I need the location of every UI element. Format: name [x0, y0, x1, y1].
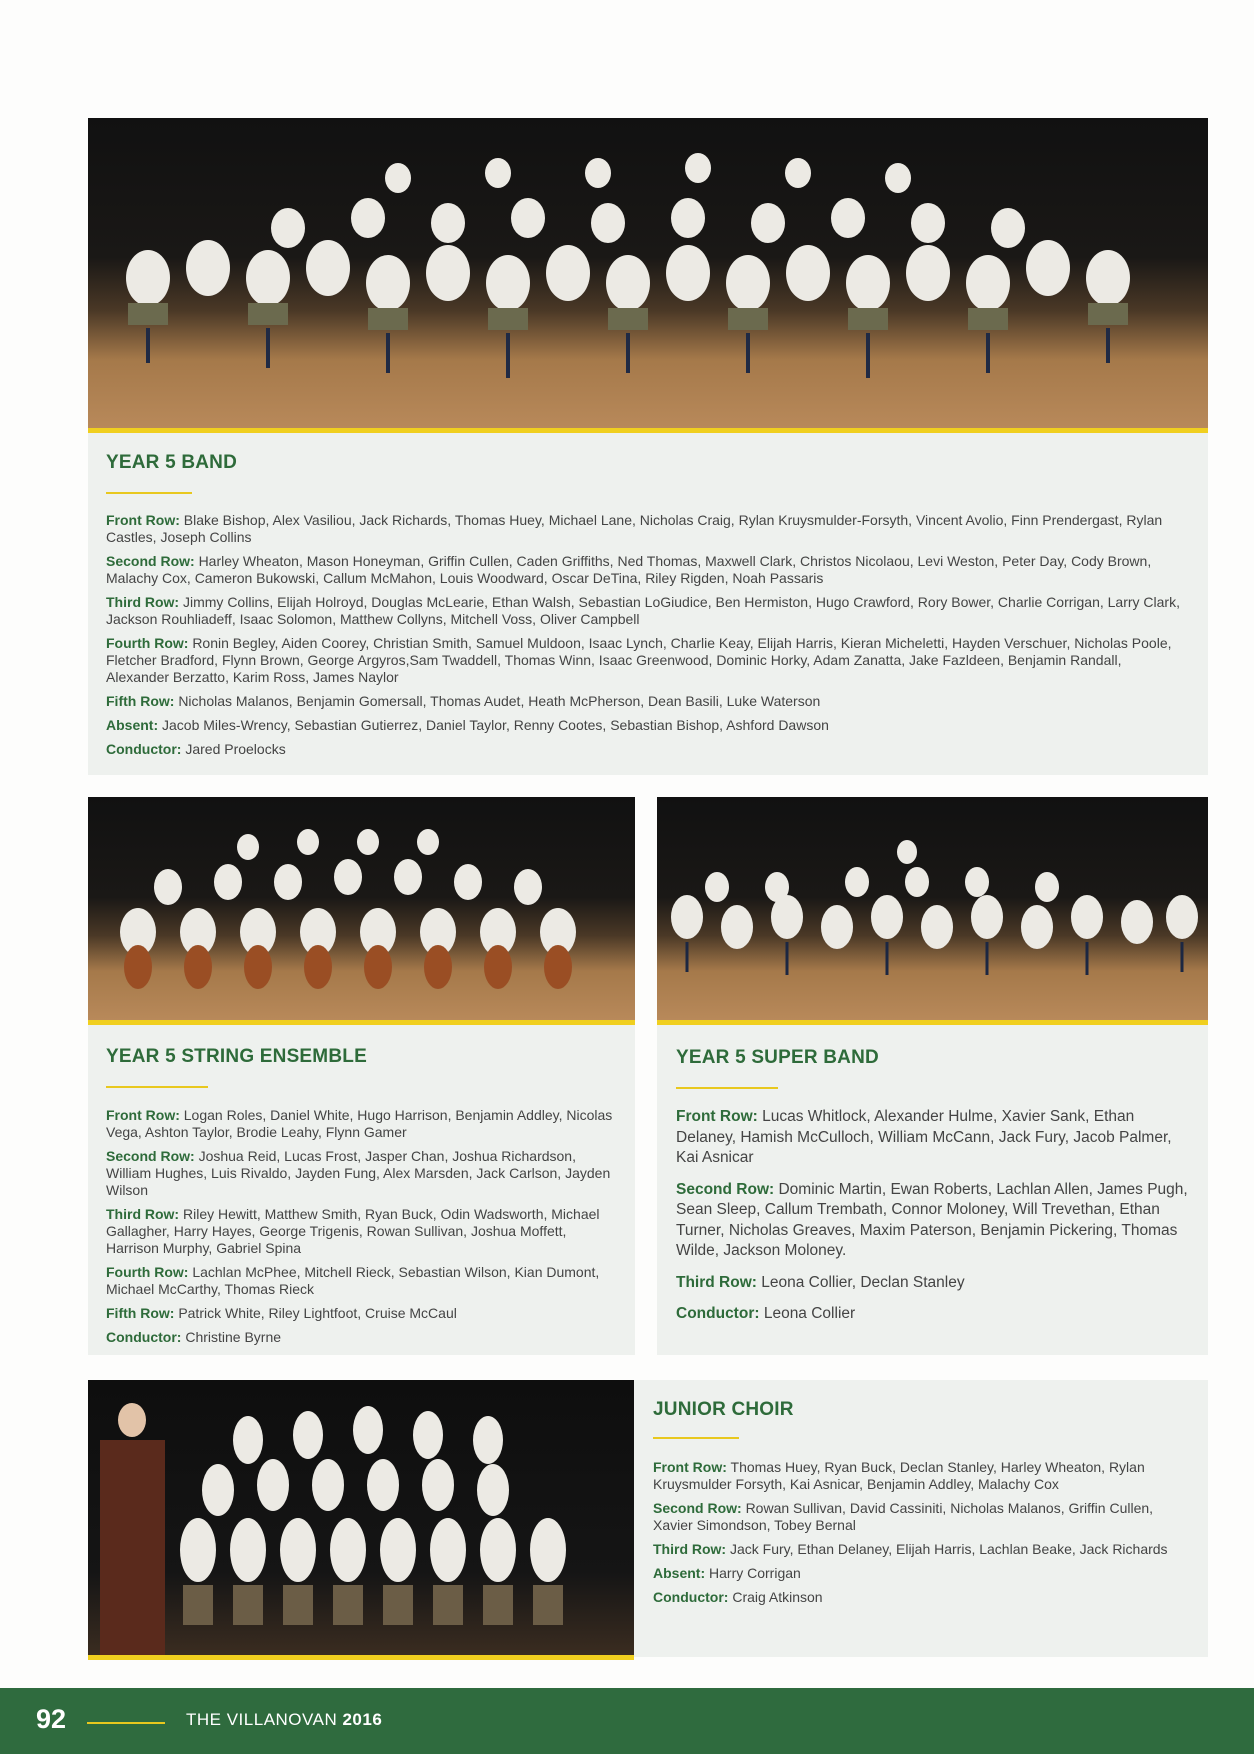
band-title-underline [106, 492, 192, 494]
band-roster [106, 512, 1186, 765]
choir-third-row: Third Row: Jack Fury, Ethan Delaney, Elijah Harris, Lachlan Beake, Jack Richards [653, 1541, 1168, 1557]
publication-year: 2016 [342, 1710, 383, 1729]
superband-second-row: Second Row: Dominic Martin, Ewan Roberts, Lachlan Allen, James Pugh, Sean Sleep, Callum Trembath, Connor Moloney, Will Trevethan, Ethan Turner, Nicholas Greaves, Maxim Paterson, Benjamin Pickering, Thomas Wilde, Jackson Moloney. [676, 1180, 1188, 1259]
strings-third-row: Third Row: Riley Hewitt, Matthew Smith, Ryan Buck, Odin Wadsworth, Michael Gallagher, Harry Hayes, George Trigenis, Rowan Sullivan, Joshua Moffett, Harrison Murphy, Gabriel Spina [106, 1206, 600, 1256]
choir-absent: Absent: Harry Corrigan [653, 1565, 801, 1581]
choir-photo [88, 1380, 634, 1660]
band-third-row: Third Row: Jimmy Collins, Elijah Holroyd, Douglas McLearie, Ethan Walsh, Sebastian LoGiudice, Ben Hermiston, Hugo Crawford, Rory Bower, Charlie Corrigan, Larry Clark, Jackson Rouhliadeff, Isaac Solomon, Matthew Collyns, Mitchell Voss, Oliver Campbell [106, 594, 1180, 627]
strings-roster [106, 1107, 616, 1353]
page-footer [0, 1688, 1254, 1754]
superband-photo-figures [657, 797, 1208, 1020]
band-title: YEAR 5 BAND [106, 452, 237, 473]
footer-divider [87, 1722, 165, 1724]
choir-photo-figures [88, 1380, 634, 1655]
choir-roster [653, 1459, 1193, 1613]
choir-second-row: Second Row: Rowan Sullivan, David Cassiniti, Nicholas Malanos, Griffin Cullen, Xavier Simondson, Tobey Bernal [653, 1500, 1154, 1533]
strings-fourth-row: Fourth Row: Lachlan McPhee, Mitchell Rieck, Sebastian Wilson, Kian Dumont, Michael McCarthy, Thomas Rieck [106, 1264, 600, 1297]
superband-photo [657, 797, 1208, 1025]
strings-photo-figures [88, 797, 635, 1020]
choir-front-row: Front Row: Thomas Huey, Ryan Buck, Declan Stanley, Harley Wheaton, Rylan Kruysmulder Forsyth, Kai Asnicar, Benjamin Addley, Malachy Cox [653, 1459, 1145, 1492]
band-absent: Absent: Jacob Miles-Wrency, Sebastian Gutierrez, Daniel Taylor, Renny Cootes, Sebastian Bishop, Ashford Dawson [106, 717, 829, 733]
band-conductor: Conductor: Jared Proelocks [106, 741, 286, 757]
choir-title-underline [653, 1437, 739, 1439]
strings-front-row: Front Row: Logan Roles, Daniel White, Hugo Harrison, Benjamin Addley, Nicolas Vega, Ashton Taylor, Brodie Leahy, Flynn Gamer [106, 1107, 613, 1140]
superband-front-row: Front Row: Lucas Whitlock, Alexander Hulme, Xavier Sank, Ethan Delaney, Hamish McCulloch, William McCann, Jack Fury, Jacob Palmer, Kai Asnicar [676, 1108, 1172, 1166]
band-fifth-row: Fifth Row: Nicholas Malanos, Benjamin Gomersall, Thomas Audet, Heath McPherson, Dean Basili, Luke Waterson [106, 693, 821, 709]
band-fourth-row: Fourth Row: Ronin Begley, Aiden Coorey, Christian Smith, Samuel Muldoon, Isaac Lynch, Charlie Keay, Elijah Harris, Kieran Micheletti, Hayden Verschuer, Nicholas Poole, Fletcher Bradford, Flynn Brown, George Argyros,Sam Twaddell, Thomas Winn, Isaac Greenwood, Dominic Horky, Adam Zanatta, Jake Fazldeen, Benjamin Randall, Alexander Berzatto, Karim Ross, James Naylor [106, 635, 1172, 685]
strings-photo [88, 797, 635, 1025]
strings-conductor: Conductor: Christine Byrne [106, 1329, 282, 1345]
band-photo-figures [88, 118, 1208, 428]
band-second-row: Second Row: Harley Wheaton, Mason Honeyman, Griffin Cullen, Caden Griffiths, Ned Thomas, Maxwell Clark, Christos Nicolaou, Levi Weston, Peter Day, Cody Brown, Malachy Cox, Cameron Bukowski, Callum McMahon, Louis Woodward, Oscar DeTina, Riley Rigden, Noah Passaris [106, 553, 1152, 586]
publication-title: THE VILLANOVAN 2016 [186, 1710, 383, 1729]
strings-title: YEAR 5 STRING ENSEMBLE [106, 1046, 367, 1067]
choir-title: JUNIOR CHOIR [653, 1399, 794, 1420]
superband-third-row: Third Row: Leona Collier, Declan Stanley [676, 1273, 965, 1291]
page-number: 92 [36, 1704, 67, 1734]
strings-fifth-row: Fifth Row: Patrick White, Riley Lightfoot, Cruise McCaul [106, 1305, 457, 1321]
superband-title: YEAR 5 SUPER BAND [676, 1047, 879, 1068]
superband-conductor: Conductor: Leona Collier [676, 1305, 856, 1322]
choir-conductor: Conductor: Craig Atkinson [653, 1589, 823, 1605]
strings-second-row: Second Row: Joshua Reid, Lucas Frost, Jasper Chan, Joshua Richardson, William Hughes, Luis Rivaldo, Jayden Fung, Alex Marsden, Jack Carlson, Jayden Wilson [106, 1148, 611, 1198]
superband-title-underline [676, 1087, 778, 1089]
band-photo [88, 118, 1208, 433]
strings-title-underline [106, 1086, 208, 1088]
band-front-row: Front Row: Blake Bishop, Alex Vasiliou, Jack Richards, Thomas Huey, Michael Lane, Nicholas Craig, Rylan Kruysmulder-Forsyth, Vincent Avolio, Finn Prendergast, Rylan Castles, Joseph Collins [106, 512, 1163, 545]
superband-roster [676, 1107, 1188, 1336]
